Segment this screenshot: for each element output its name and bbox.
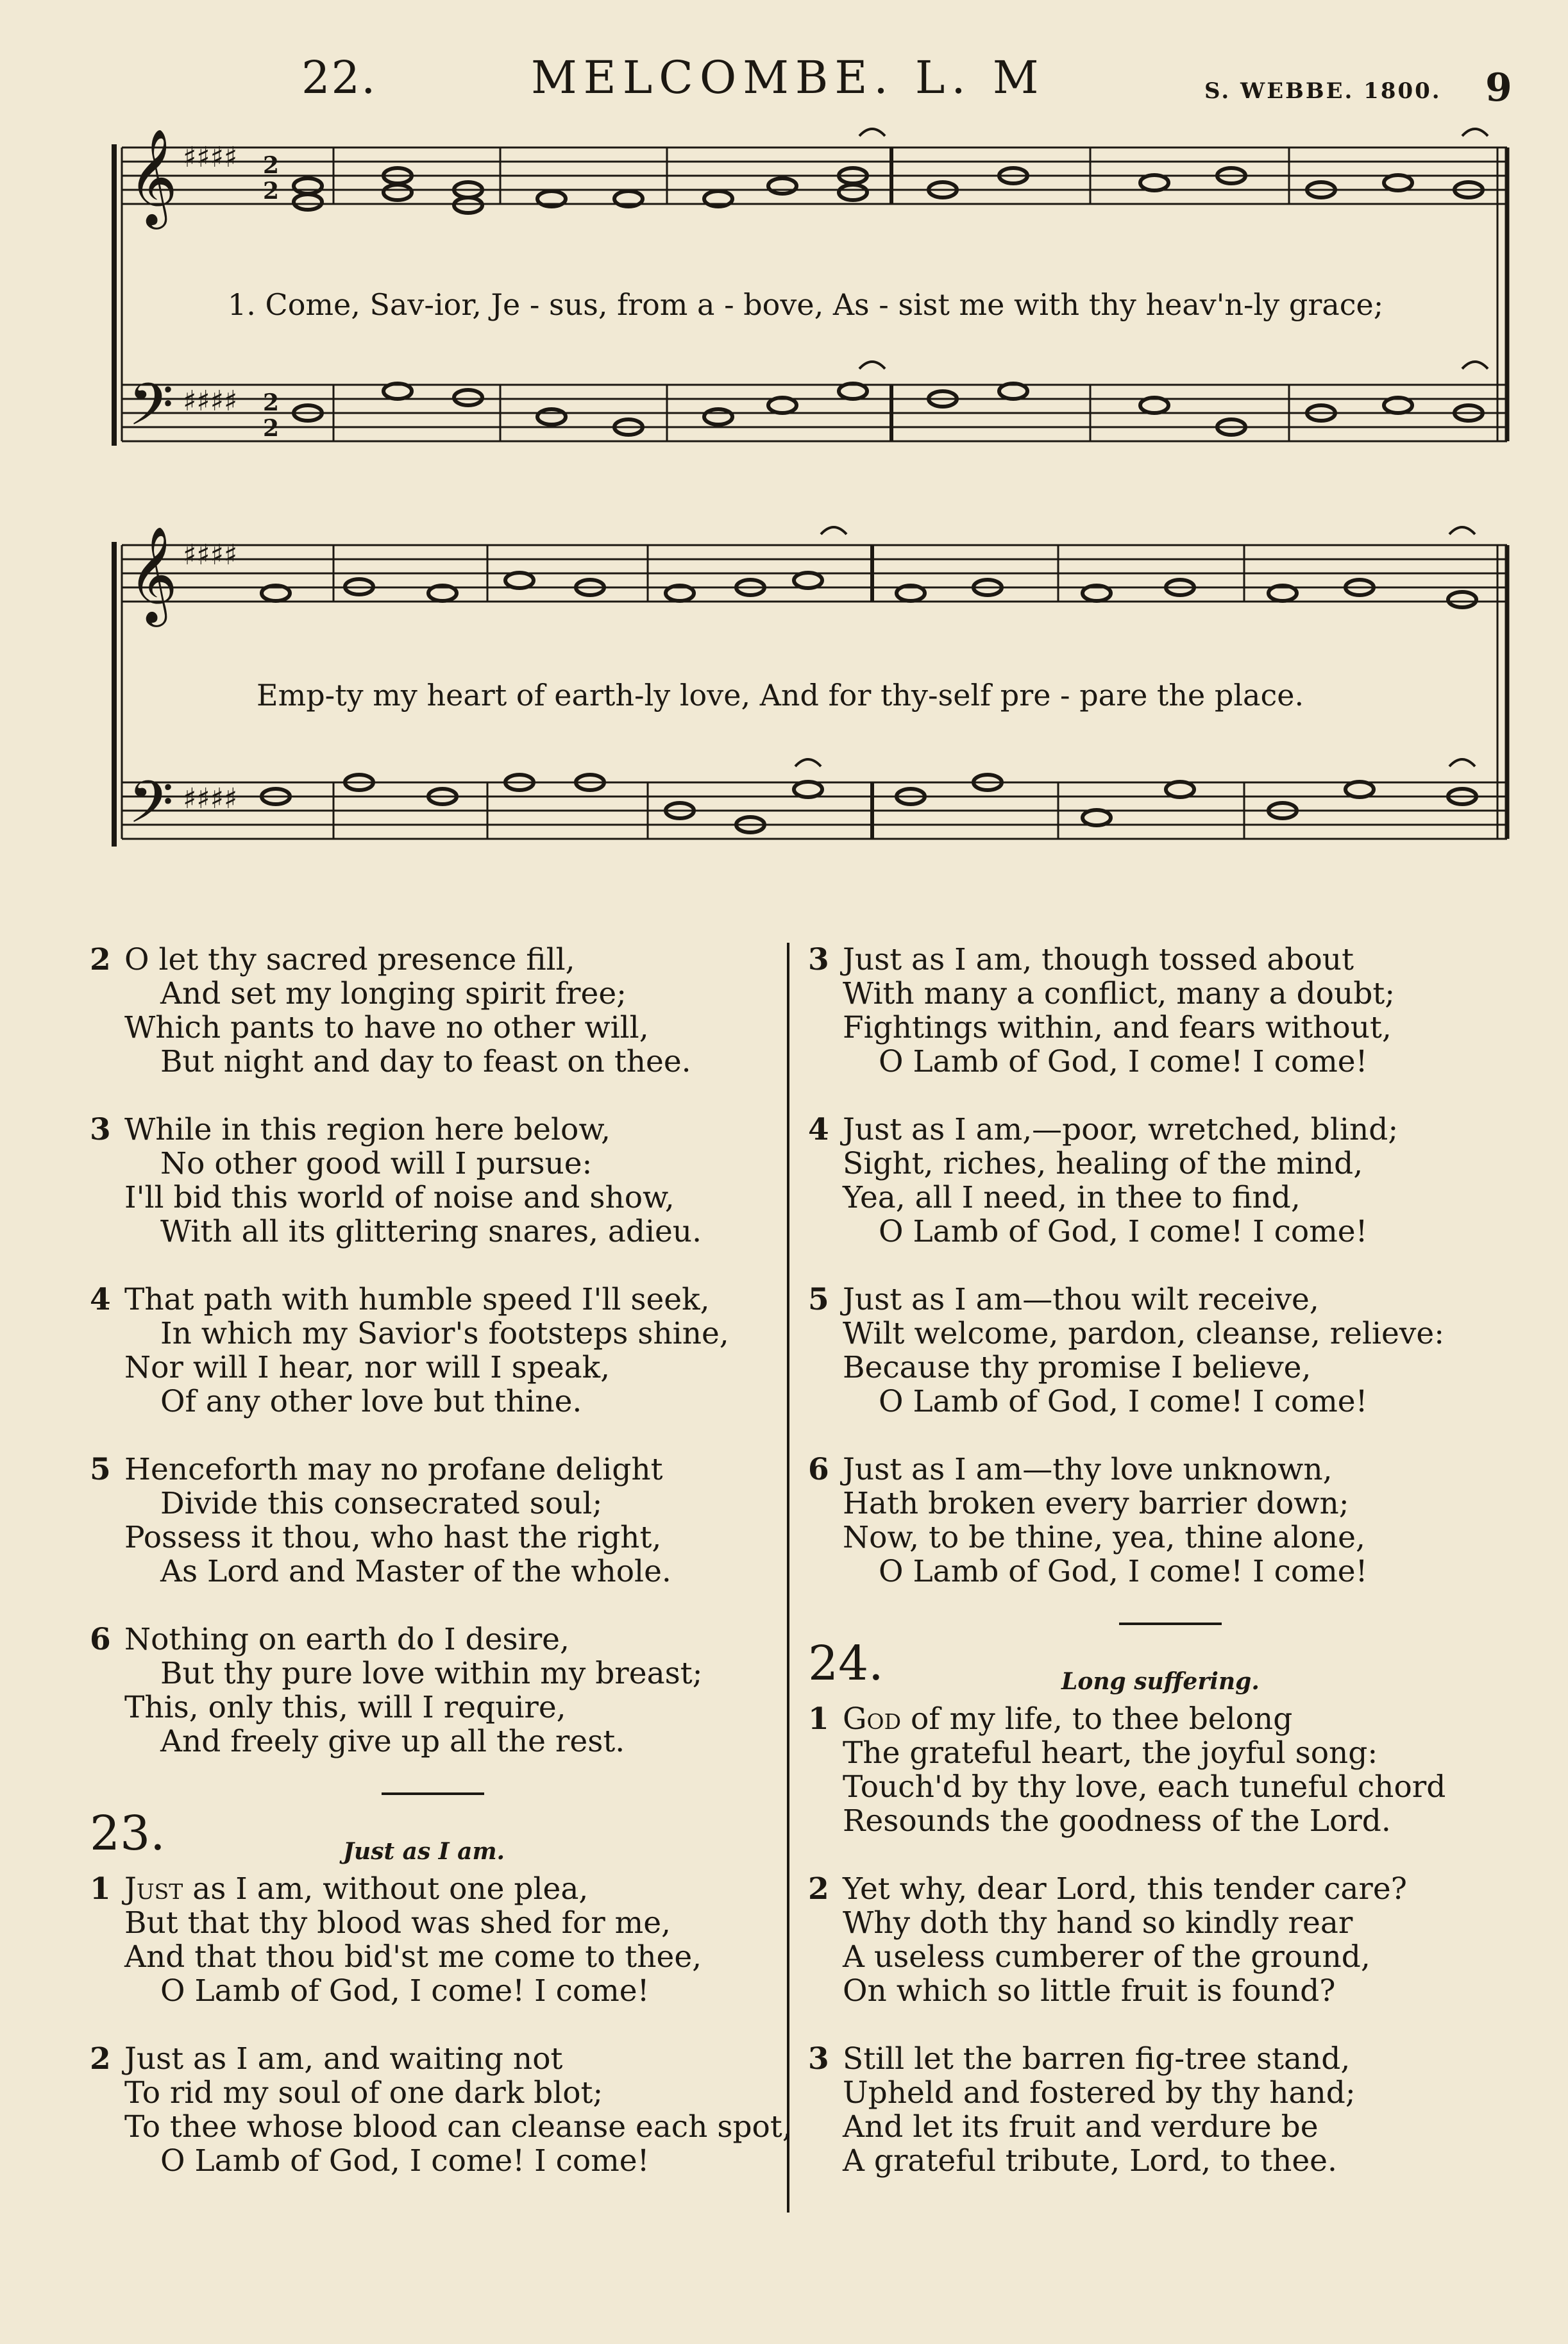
verse-line: And let its fruit and verdure be [843, 2109, 1319, 2145]
verse-line: Hath broken every barrier down; [843, 1486, 1349, 1521]
verse-line: Now, to be thine, yea, thine alone, [843, 1520, 1365, 1555]
verse-number: 4 [90, 1282, 111, 1317]
verse-line: As Lord and Master of the whole. [160, 1554, 671, 1589]
verse-line: To thee whose blood can cleanse each spot, [124, 2109, 792, 2145]
left-column [90, 942, 792, 2212]
verse-line: Just as I am—thy love unknown, [843, 1452, 1333, 1487]
verse-line: O Lamb of God, I come! I come! [879, 1214, 1368, 1249]
verse-line: Which pants to have no other will, [124, 1010, 649, 1045]
svg-text:♯♯♯♯: ♯♯♯♯ [183, 539, 238, 571]
verse-line: O Lamb of God, I come! I come! [879, 1554, 1368, 1589]
svg-text:2: 2 [263, 389, 280, 416]
verse-line: Yea, all I need, in thee to find, [843, 1180, 1301, 1215]
first-line-rest: of my life, to thee belong [901, 1701, 1293, 1737]
verse-line: Nor will I hear, nor will I speak, [124, 1350, 611, 1385]
svg-text:2: 2 [263, 415, 280, 442]
verse-number: 6 [90, 1622, 111, 1657]
hymn22-verse [90, 1113, 776, 1249]
verse-line: Fightings within, and fears without, [843, 1010, 1392, 1045]
hymn23-verse [90, 1872, 776, 2008]
hymn24-verse [808, 1872, 1533, 2008]
lyric-line-2: Emp-ty my heart of earth-ly love, And for thy-self pre - pare the place. [257, 678, 1304, 712]
verse-line: Nothing on earth do I desire, [124, 1622, 569, 1657]
hymn23-verse [90, 2041, 792, 2179]
verse-line: O Lamb of God, I come! I come! [160, 1973, 650, 2009]
verse-number: 5 [90, 1452, 111, 1487]
svg-text:♯♯♯♯: ♯♯♯♯ [183, 385, 238, 417]
verse-line: O Lamb of God, I come! I come! [879, 1384, 1368, 1419]
verse-number: 2 [90, 942, 111, 977]
hymn23-heading [90, 1806, 776, 1872]
hymn24-number: 24. [808, 1636, 884, 1691]
svg-text:𝄞: 𝄞 [128, 128, 178, 225]
verse-number: 3 [808, 942, 829, 977]
verse-line: Just as I am—thou wilt receive, [843, 1282, 1319, 1317]
verse-line: In which my Savior's footsteps shine, [160, 1316, 729, 1351]
verse-number: 1 [90, 1871, 111, 1907]
section-rule [382, 1792, 484, 1795]
first-line-rest: as I am, without one plea, [183, 1871, 589, 1907]
verse-line: On which so little fruit is found? [843, 1973, 1336, 2009]
hymn23-verse [808, 1283, 1533, 1419]
verse-line [843, 1702, 1292, 1736]
hymn22-verse [90, 1623, 776, 1758]
verse-line: And set my longing spirit free; [160, 976, 627, 1011]
verse-line: Just as I am, and waiting not [124, 2041, 563, 2077]
verse-line: But thy pure love within my breast; [160, 1656, 703, 1691]
verse-line: Why doth thy hand so kindly rear [843, 1905, 1353, 1941]
verse-line: Henceforth may no profane delight [124, 1452, 663, 1487]
page-number: 9 [1485, 65, 1512, 110]
verse-line: O Lamb of God, I come! I come! [879, 1044, 1368, 1079]
verse-line: That path with humble speed I'll seek, [124, 1282, 710, 1317]
verse-line: O Lamb of God, I come! I come! [160, 2143, 650, 2179]
verse-line: And freely give up all the rest. [160, 1724, 625, 1759]
svg-text:𝄢: 𝄢 [128, 768, 174, 850]
svg-text:𝄞: 𝄞 [128, 525, 178, 623]
verse-number: 2 [808, 1871, 829, 1907]
verse-line: The grateful heart, the joyful song: [843, 1735, 1378, 1771]
section-rule [1119, 1623, 1222, 1625]
hymn22-verse [90, 1453, 776, 1589]
verse-number: 3 [90, 1112, 111, 1147]
hymn23-verse [808, 1453, 1533, 1589]
hymn24-verse [808, 1702, 1533, 1838]
verse-line: Just as I am, though tossed about [843, 942, 1354, 977]
svg-text:2: 2 [263, 152, 280, 179]
verse-line: Wilt welcome, pardon, cleanse, relieve: [843, 1316, 1445, 1351]
hymn23-number: 23. [90, 1806, 165, 1861]
verse-line: I'll bid this world of noise and show, [124, 1180, 675, 1215]
verse-line: Still let the barren fig-tree stand, [843, 2041, 1351, 2077]
first-word: Just [124, 1871, 183, 1907]
verse-line: Sight, riches, healing of the mind, [843, 1146, 1363, 1181]
column-divider [787, 943, 789, 2213]
verse-line: Because thy promise I believe, [843, 1350, 1311, 1385]
verse-line: Upheld and fostered by thy hand; [843, 2075, 1356, 2111]
verse-line [124, 1872, 588, 1906]
verse-line: A grateful tribute, Lord, to thee. [843, 2143, 1337, 2179]
lyric-line-1: 1. Come, Sav-ior, Je - sus, from a - bove, As - sist me with thy heav'n-ly grace; [228, 287, 1384, 322]
verse-line: But that thy blood was shed for me, [124, 1905, 671, 1941]
first-word: God [843, 1701, 902, 1737]
verse-line: Possess it thou, who hast the right, [124, 1520, 662, 1555]
svg-text:♯♯♯♯: ♯♯♯♯ [183, 782, 238, 815]
verse-line: Divide this consecrated soul; [160, 1486, 603, 1521]
verse-line: But night and day to feast on thee. [160, 1044, 691, 1079]
verse-line: Resounds the goodness of the Lord. [843, 1803, 1391, 1839]
verse-line: Touch'd by thy love, each tuneful chord [843, 1769, 1446, 1805]
right-column [808, 943, 1533, 2212]
hymn23-verse [808, 943, 1533, 1079]
verse-line: O let thy sacred presence fill, [124, 942, 575, 977]
hymn24-subtitle: Long suffering. [1061, 1668, 1260, 1695]
svg-text:♯♯♯♯: ♯♯♯♯ [183, 141, 238, 174]
verse-line: This, only this, will I require, [124, 1690, 566, 1725]
verse-number: 1 [808, 1701, 829, 1737]
verse-line: No other good will I pursue: [160, 1146, 593, 1181]
verse-line: With many a conflict, many a doubt; [843, 976, 1395, 1011]
verse-line: With all its glittering snares, adieu. [160, 1214, 702, 1249]
verse-line: Of any other love but thine. [160, 1384, 582, 1419]
verse-line: And that thou bid'st me come to thee, [124, 1939, 702, 1975]
verse-number: 4 [808, 1112, 829, 1147]
verse-line: A useless cumberer of the ground, [843, 1939, 1370, 1975]
composer-credit: S. WEBBE. 1800. [1204, 78, 1442, 104]
verse-number: 5 [808, 1282, 829, 1317]
hymn22-verse [90, 1283, 776, 1419]
verse-line: To rid my soul of one dark blot; [124, 2075, 603, 2111]
verse-line: Just as I am,—poor, wretched, blind; [843, 1112, 1399, 1147]
svg-text:𝄢: 𝄢 [128, 371, 174, 453]
svg-text:2: 2 [263, 178, 280, 205]
hymn-number: 22. [301, 51, 377, 104]
verse-line: While in this region here below, [124, 1112, 611, 1147]
tune-title: MELCOMBE. L. M [531, 51, 1045, 104]
verse-line: Yet why, dear Lord, this tender care? [843, 1871, 1407, 1907]
hymn24-verse [808, 2042, 1533, 2178]
hymn22-verse [90, 943, 776, 1079]
hymn24-heading [808, 1636, 1533, 1702]
verse-number: 3 [808, 2041, 829, 2077]
verse-number: 2 [90, 2041, 111, 2077]
hymn23-subtitle: Just as I am. [343, 1838, 505, 1865]
verse-number: 6 [808, 1452, 829, 1487]
hymn23-verse [808, 1113, 1533, 1249]
